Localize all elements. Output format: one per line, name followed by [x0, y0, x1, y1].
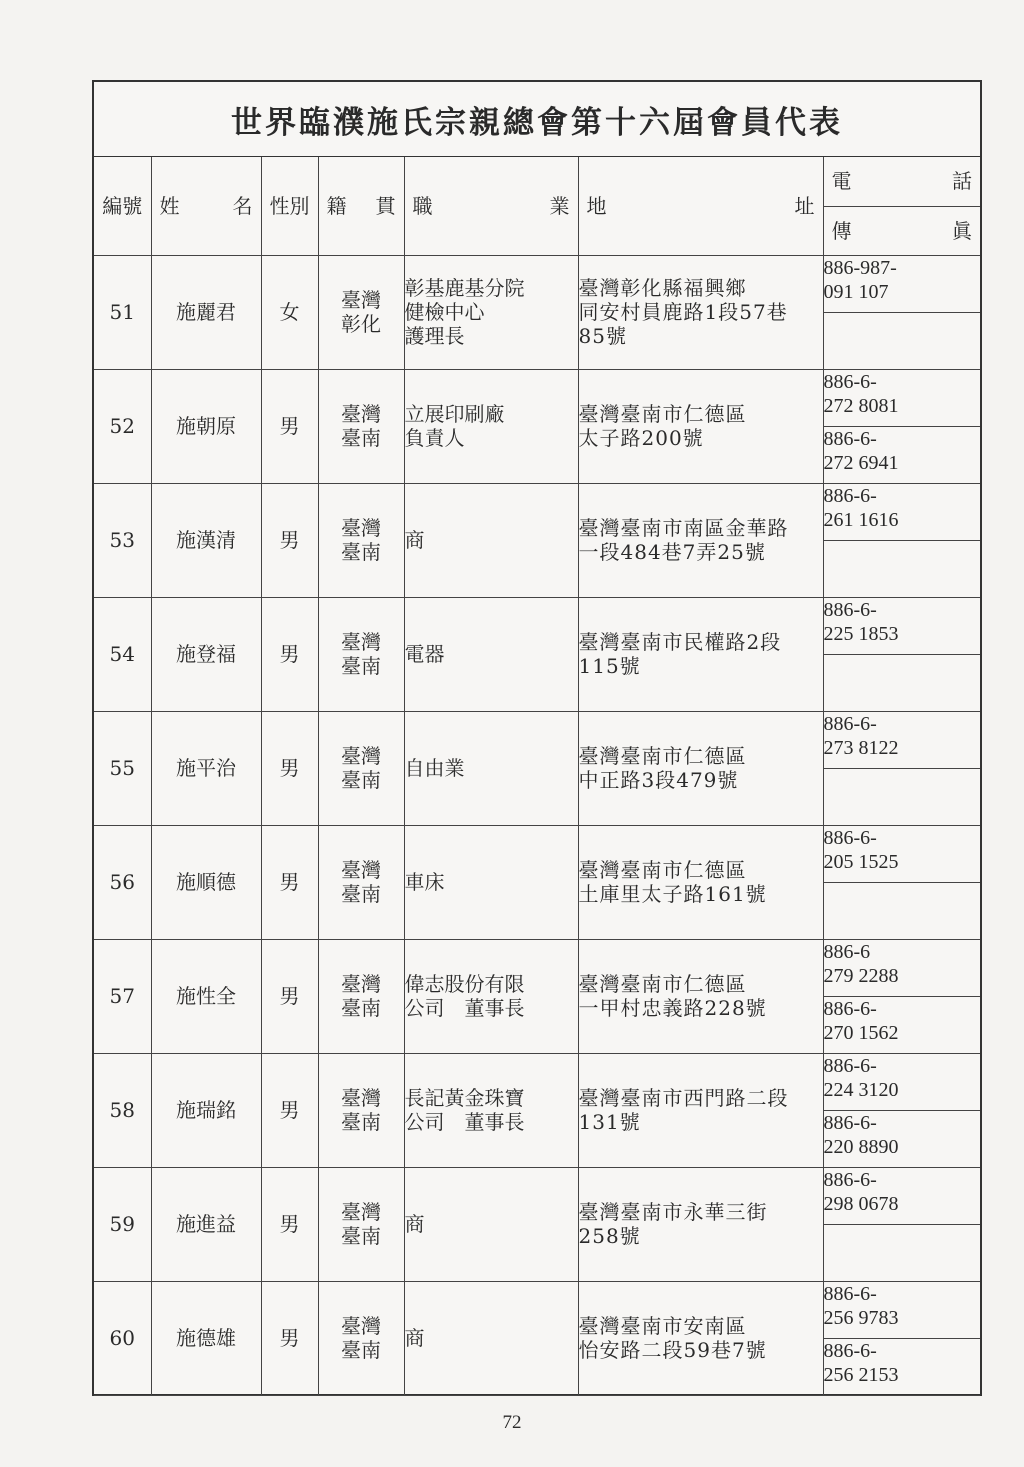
member-address-1: 臺灣臺南市南區金華路 — [578, 516, 789, 540]
member-no: 57 — [94, 939, 151, 1053]
member-origin-2: 臺南 — [341, 1224, 381, 1248]
header-tel — [823, 157, 980, 206]
member-fax — [823, 1110, 980, 1167]
member-name: 施順德 — [151, 825, 261, 939]
member-no: 58 — [94, 1053, 151, 1167]
member-sex: 男 — [261, 711, 318, 825]
member-job: 自由業 — [404, 711, 578, 825]
member-fax-2: 270 1562 — [823, 1021, 899, 1044]
member-tel — [823, 1167, 980, 1224]
member-origin-1: 臺灣 — [341, 1200, 381, 1224]
member-origin-1: 臺灣 — [341, 1086, 381, 1110]
member-name: 施朝原 — [151, 369, 261, 483]
member-origin-2: 彰化 — [341, 312, 381, 336]
member-tel-2: 205 1525 — [823, 850, 899, 873]
member-sex: 男 — [261, 483, 318, 597]
member-origin-2: 臺南 — [341, 540, 381, 564]
member-address — [578, 483, 823, 597]
member-tel-1: 886-6 — [823, 940, 871, 963]
member-address-1: 臺灣臺南市民權路2段 — [578, 630, 782, 654]
member-sex: 男 — [261, 1053, 318, 1167]
member-tel-2: 224 3120 — [823, 1078, 899, 1101]
member-name: 施瑞銘 — [151, 1053, 261, 1167]
member-no: 51 — [94, 255, 151, 369]
member-origin-2: 臺南 — [341, 1110, 381, 1134]
member-job: 偉志股份有限 公司 董事長 — [404, 939, 578, 1053]
member-address — [578, 825, 823, 939]
member-table — [94, 157, 980, 1396]
member-origin-2: 臺南 — [341, 654, 381, 678]
header-sex: 性別 — [261, 157, 318, 255]
member-job: 彰基鹿基分院 健檢中心 護理長 — [404, 255, 578, 369]
member-no: 56 — [94, 825, 151, 939]
member-origin-1: 臺灣 — [341, 288, 381, 312]
member-sex: 男 — [261, 1167, 318, 1281]
member-address — [578, 1053, 823, 1167]
member-no: 53 — [94, 483, 151, 597]
member-address-3: 85號 — [578, 324, 627, 348]
member-address-1: 臺灣臺南市安南區 — [578, 1314, 747, 1338]
member-origin-1: 臺灣 — [341, 858, 381, 882]
member-origin-2: 臺南 — [341, 996, 381, 1020]
member-origin-1: 臺灣 — [341, 744, 381, 768]
member-no: 52 — [94, 369, 151, 483]
member-address — [578, 939, 823, 1053]
member-address-1: 臺灣臺南市仁德區 — [578, 402, 747, 426]
member-fax-2: 272 6941 — [823, 451, 899, 474]
member-address — [578, 1167, 823, 1281]
header-tel-b: 話 — [952, 169, 972, 194]
header-job-a: 職 — [412, 193, 433, 218]
header-name-a: 姓 — [159, 193, 180, 218]
header-tel-a: 電 — [831, 169, 852, 194]
member-sex: 男 — [261, 369, 318, 483]
member-address-2: 131號 — [578, 1110, 641, 1134]
member-address — [578, 255, 823, 369]
member-fax — [823, 882, 980, 939]
member-tel — [823, 597, 980, 654]
member-origin — [318, 369, 404, 483]
header-origin-b: 貫 — [375, 193, 396, 218]
member-address-2: 一甲村忠義路228號 — [578, 996, 767, 1020]
member-fax — [823, 540, 980, 597]
member-tel — [823, 369, 980, 426]
member-name: 施平治 — [151, 711, 261, 825]
member-origin-2: 臺南 — [341, 426, 381, 450]
table-row — [94, 939, 980, 996]
member-job: 商 — [404, 483, 578, 597]
member-tel-1: 886-6- — [823, 1282, 877, 1305]
member-fax — [823, 996, 980, 1053]
member-tel-1: 886-6- — [823, 1054, 877, 1077]
member-job: 車床 — [404, 825, 578, 939]
member-tel-1: 886-6- — [823, 370, 877, 393]
member-tel — [823, 711, 980, 768]
member-address — [578, 1281, 823, 1395]
member-tel-2: 225 1853 — [823, 622, 899, 645]
member-address-2: 怡安路二段59巷7號 — [578, 1338, 767, 1362]
member-tel — [823, 1053, 980, 1110]
table-row — [94, 711, 980, 768]
member-address-2: 土庫里太子路161號 — [578, 882, 767, 906]
member-tel-2: 273 8122 — [823, 736, 899, 759]
member-job: 商 — [404, 1281, 578, 1395]
member-address — [578, 711, 823, 825]
member-address-1: 臺灣臺南市仁德區 — [578, 972, 747, 996]
member-fax — [823, 768, 980, 825]
table-row — [94, 597, 980, 654]
member-address-1: 臺灣臺南市永華三街 — [578, 1200, 768, 1224]
member-origin — [318, 483, 404, 597]
member-tel — [823, 483, 980, 540]
table-row — [94, 825, 980, 882]
member-fax-1: 886-6- — [823, 1111, 877, 1134]
member-origin-2: 臺南 — [341, 1338, 381, 1362]
page-number: 72 — [502, 1412, 522, 1433]
member-name: 施進益 — [151, 1167, 261, 1281]
member-address — [578, 597, 823, 711]
member-address-2: 中正路3段479號 — [578, 768, 739, 792]
member-address-2: 同安村員鹿路1段57巷 — [578, 300, 788, 324]
member-address-2: 258號 — [578, 1224, 641, 1248]
member-name: 施登福 — [151, 597, 261, 711]
member-tel-2: 261 1616 — [823, 508, 899, 531]
member-name: 施德雄 — [151, 1281, 261, 1395]
member-name: 施性全 — [151, 939, 261, 1053]
member-tel-1: 886-987- — [823, 256, 897, 279]
member-address — [578, 369, 823, 483]
member-origin — [318, 1281, 404, 1395]
member-sex: 男 — [261, 939, 318, 1053]
member-tel-2: 272 8081 — [823, 394, 899, 417]
member-tel-1: 886-6- — [823, 1168, 877, 1191]
header-job-b: 業 — [549, 193, 570, 218]
member-address-2: 115號 — [578, 654, 641, 678]
member-sex: 女 — [261, 255, 318, 369]
member-job: 電器 — [404, 597, 578, 711]
member-fax-2: 220 8890 — [823, 1135, 899, 1158]
member-address-2: 一段484巷7弄25號 — [578, 540, 766, 564]
member-origin — [318, 1053, 404, 1167]
member-no: 55 — [94, 711, 151, 825]
member-name: 施麗君 — [151, 255, 261, 369]
member-tel-1: 886-6- — [823, 598, 877, 621]
member-sex: 男 — [261, 597, 318, 711]
header-no: 編號 — [94, 157, 151, 255]
member-address-1: 臺灣臺南市仁德區 — [578, 744, 747, 768]
table-row — [94, 369, 980, 426]
member-tel-2: 091 107 — [823, 280, 889, 303]
member-origin-1: 臺灣 — [341, 1314, 381, 1338]
member-address-1: 臺灣彰化縣福興鄉 — [578, 276, 747, 300]
member-tel-2: 298 0678 — [823, 1192, 899, 1215]
member-fax-1: 886-6- — [823, 1339, 877, 1362]
member-origin-1: 臺灣 — [341, 402, 381, 426]
member-sex: 男 — [261, 1281, 318, 1395]
member-tel-2: 279 2288 — [823, 964, 899, 987]
header-name-b: 名 — [232, 193, 253, 218]
member-origin-2: 臺南 — [341, 768, 381, 792]
header-job — [404, 157, 578, 255]
header-fax-a: 傳 — [831, 218, 852, 243]
table-row — [94, 255, 980, 312]
header-addr — [578, 157, 823, 255]
member-sex: 男 — [261, 825, 318, 939]
member-origin — [318, 711, 404, 825]
member-address-2: 太子路200號 — [578, 426, 704, 450]
member-fax — [823, 312, 980, 369]
member-origin — [318, 255, 404, 369]
member-origin-1: 臺灣 — [341, 972, 381, 996]
header-origin — [318, 157, 404, 255]
header-addr-a: 地 — [586, 193, 607, 218]
member-fax-1: 886-6- — [823, 427, 877, 450]
member-tel — [823, 1281, 980, 1338]
member-fax — [823, 1338, 980, 1395]
table-row — [94, 1281, 980, 1338]
member-no: 60 — [94, 1281, 151, 1395]
member-tel-1: 886-6- — [823, 826, 877, 849]
member-tel — [823, 939, 980, 996]
member-origin — [318, 1167, 404, 1281]
member-tel-1: 886-6- — [823, 712, 877, 735]
roster-sheet — [92, 80, 982, 1396]
member-job: 商 — [404, 1167, 578, 1281]
member-origin-1: 臺灣 — [341, 630, 381, 654]
header-origin-a: 籍 — [326, 193, 347, 218]
member-no: 54 — [94, 597, 151, 711]
member-origin — [318, 825, 404, 939]
header-fax-b: 眞 — [952, 218, 972, 243]
member-fax — [823, 1224, 980, 1281]
member-job: 立展印刷廠 負責人 — [404, 369, 578, 483]
table-row — [94, 483, 980, 540]
member-origin — [318, 939, 404, 1053]
member-origin-1: 臺灣 — [341, 516, 381, 540]
member-tel-2: 256 9783 — [823, 1306, 899, 1329]
member-fax-1: 886-6- — [823, 997, 877, 1020]
member-no: 59 — [94, 1167, 151, 1281]
member-tel-1: 886-6- — [823, 484, 877, 507]
member-tel — [823, 255, 980, 312]
member-address-1: 臺灣臺南市西門路二段 — [578, 1086, 789, 1110]
member-fax — [823, 426, 980, 483]
member-fax — [823, 654, 980, 711]
table-row — [94, 1053, 980, 1110]
header-name — [151, 157, 261, 255]
header-fax — [823, 206, 980, 255]
member-fax-2: 256 2153 — [823, 1363, 899, 1386]
member-origin — [318, 597, 404, 711]
member-address-1: 臺灣臺南市仁德區 — [578, 858, 747, 882]
page-title: 世界臨濮施氏宗親總會第十六屆會員代表 — [94, 82, 980, 157]
member-tel — [823, 825, 980, 882]
member-job: 長記黃金珠寶 公司 董事長 — [404, 1053, 578, 1167]
table-row — [94, 1167, 980, 1224]
header-addr-b: 址 — [794, 193, 815, 218]
member-origin-2: 臺南 — [341, 882, 381, 906]
member-name: 施漢清 — [151, 483, 261, 597]
header-row — [94, 157, 980, 206]
